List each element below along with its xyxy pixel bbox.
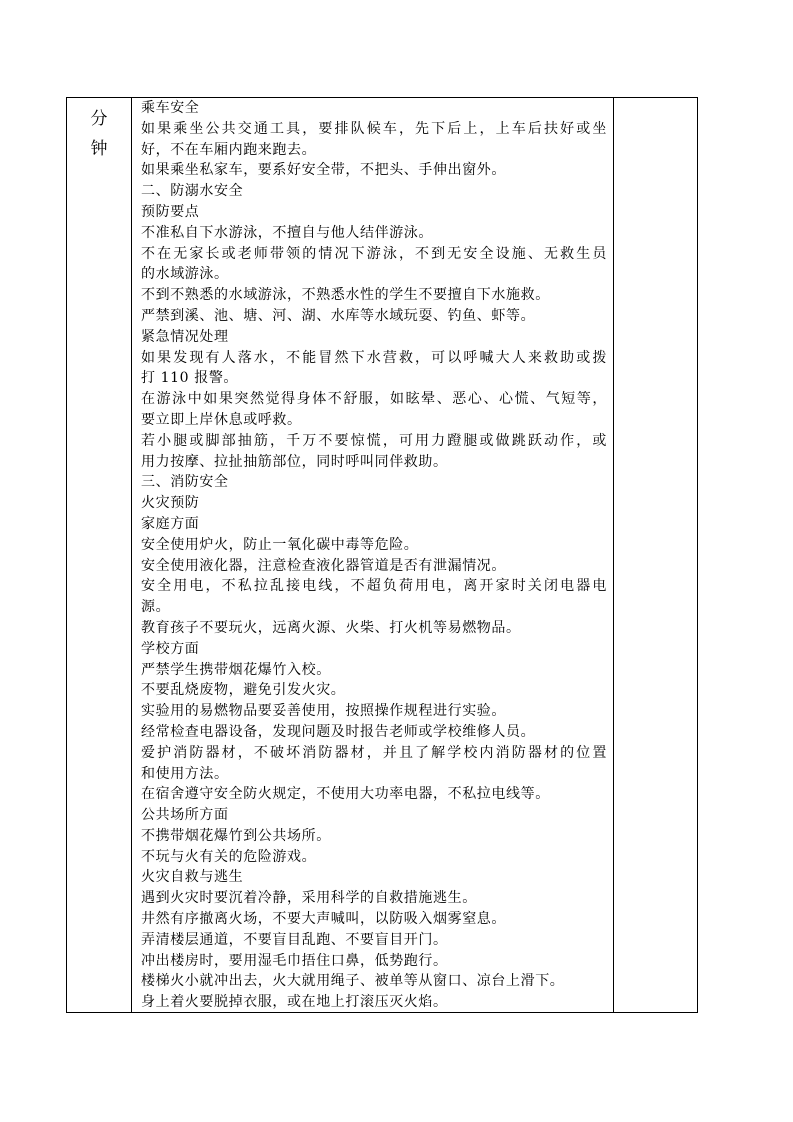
lesson-table (66, 97, 698, 1013)
content-line: 不准私自下水游泳，不擅自与他人结伴游泳。 (141, 224, 433, 241)
content-line: 不到不熟悉的水域游泳，不熟悉水性的学生不要擅自下水施救。 (141, 287, 550, 304)
content-line: 三、消防安全 (141, 474, 229, 491)
content-line: 打 110 报警。 (141, 370, 239, 387)
time-label-char: 分 (90, 109, 108, 129)
content-column-cell (141, 98, 607, 1013)
content-line: 身上着火要脱掉衣服，或在地上打滚压灭火焰。 (141, 994, 448, 1011)
content-line: 家庭方面 (141, 515, 200, 532)
time-label-char: 钟 (90, 139, 108, 159)
content-line: 源。 (141, 599, 171, 616)
content-line: 不要乱烧废物，避免引发火灾。 (141, 682, 346, 699)
content-line: 如果发现有人落水，不能冒然下水营救，可以呼喊大人来救助或拨 (141, 349, 607, 366)
content-line: 和使用方法。 (141, 765, 229, 782)
content-line: 紧急情况处理 (141, 328, 229, 345)
content-line: 火灾预防 (141, 495, 200, 512)
content-line: 楼梯火小就冲出去，火大就用绳子、被单等从窗口、凉台上滑下。 (141, 973, 565, 990)
table-column-divider-left (131, 98, 132, 1012)
content-line: 爱护消防器材，不破坏消防器材，并且了解学校内消防器材的位置 (141, 744, 607, 761)
content-line: 严禁到溪、池、塘、河、湖、水库等水域玩耍、钓鱼、虾等。 (141, 307, 536, 324)
content-line: 井然有序撤离火场，不要大声喊叫，以防吸入烟雾窒息。 (141, 911, 506, 928)
content-line: 用力按摩、拉扯抽筋部位，同时呼叫同伴救助。 (141, 453, 448, 470)
content-line: 在游泳中如果突然觉得身体不舒服，如眩晕、恶心、心慌、气短等， (141, 391, 607, 408)
table-column-divider-right (613, 98, 614, 1012)
time-column-cell (67, 98, 131, 164)
content-line: 不玩与火有关的危险游戏。 (141, 848, 317, 865)
content-line: 乘车安全 (141, 100, 200, 116)
content-line: 教育孩子不要玩火，远离火源、火柴、打火机等易燃物品。 (141, 619, 521, 636)
content-line: 经常检查电器设备，发现问题及时报告老师或学校维修人员。 (141, 723, 536, 740)
content-line: 要立即上岸休息或呼救。 (141, 411, 302, 428)
content-line: 安全用电，不私拉乱接电线，不超负荷用电，离开家时关闭电器电 (141, 578, 607, 595)
content-line: 若小腿或脚部抽筋，千万不要惊慌，可用力蹬腿或做跳跃动作，或 (141, 432, 607, 449)
content-line: 在宿舍遵守安全防火规定，不使用大功率电器，不私拉电线等。 (141, 786, 550, 803)
content-line: 弄清楼层通道，不要盲目乱跑、不要盲目开门。 (141, 931, 448, 948)
content-line: 遇到火灾时要沉着冷静，采用科学的自救措施逃生。 (141, 890, 477, 907)
content-line: 好，不在车厢内跑来跑去。 (141, 141, 317, 158)
content-line: 学校方面 (141, 640, 200, 657)
content-line: 如果乘坐私家车，要系好安全带，不把头、手伸出窗外。 (141, 162, 506, 179)
content-line: 二、防溺水安全 (141, 183, 244, 200)
content-line: 冲出楼房时，要用湿毛巾捂住口鼻，低势跑行。 (141, 952, 448, 969)
content-line: 公共场所方面 (141, 807, 229, 824)
content-line: 不在无家长或老师带领的情况下游泳，不到无安全设施、无救生员 (141, 245, 607, 262)
content-line: 实验用的易燃物品要妥善使用，按照操作规程进行实验。 (141, 703, 506, 720)
content-line: 不携带烟花爆竹到公共场所。 (141, 827, 331, 844)
content-line: 严禁学生携带烟花爆竹入校。 (141, 661, 331, 678)
content-line: 火灾自救与逃生 (141, 869, 244, 886)
content-line: 安全使用炉火，防止一氧化碳中毒等危险。 (141, 536, 419, 553)
content-line: 预防要点 (141, 203, 200, 220)
content-line: 的水域游泳。 (141, 266, 229, 283)
content-line: 安全使用液化器，注意检查液化器管道是否有泄漏情况。 (141, 557, 506, 574)
content-line: 如果乘坐公共交通工具，要排队候车，先下后上，上车后扶好或坐 (141, 120, 607, 137)
